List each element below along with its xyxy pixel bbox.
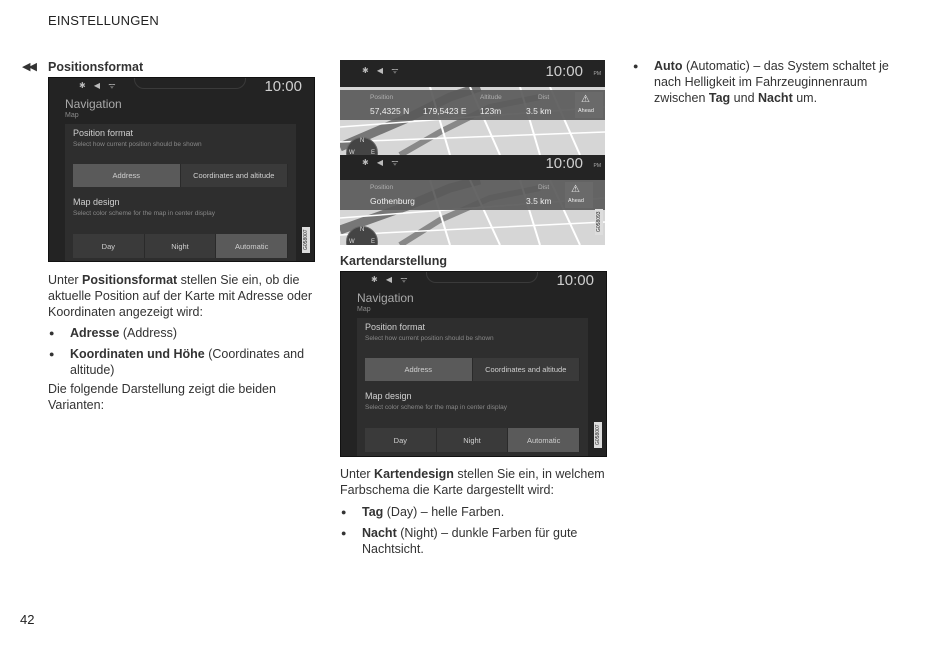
auto-mode-list <box>632 58 890 111</box>
map-design-list <box>340 504 610 562</box>
image-id-stamp: G058007 <box>594 422 602 448</box>
list-item: ● Nacht (Night) – dunkle Farben für gute Nachtsicht. <box>340 525 610 557</box>
clock: 10:00 <box>545 155 583 172</box>
coordinates-option[interactable]: Coordinates and altitude <box>181 164 289 187</box>
hazard-ahead-icon: ⚠ <box>581 94 590 105</box>
map-design-subtitle: Select color scheme for the map in center display <box>73 210 215 217</box>
map-area-bottom <box>340 180 605 245</box>
page-header: EINSTELLUNGEN <box>48 13 159 28</box>
status-icons: ✱ ◀ ᯤ <box>371 275 411 284</box>
section-title-kartendarstellung: Kartendarstellung <box>340 254 447 268</box>
settings-card <box>357 318 588 456</box>
automatic-option[interactable]: Automatic <box>216 234 288 258</box>
map-design-segment <box>365 428 580 452</box>
nav-subtitle: Map <box>357 306 371 313</box>
outro-paragraph: Die folgende Darstellung zeigt die beiden Varianten: <box>48 382 276 412</box>
compass-icon[interactable]: N W E <box>346 137 378 155</box>
list-item: ● Adresse (Address) <box>48 325 314 341</box>
map-design-subtitle: Select color scheme for the map in center display <box>365 404 507 411</box>
page-number: 42 <box>20 612 35 627</box>
settings-card <box>65 124 296 261</box>
coordinates-option[interactable]: Coordinates and altitude <box>473 358 581 381</box>
continued-icon: ◀◀ <box>22 61 35 73</box>
day-option[interactable]: Day <box>73 234 145 258</box>
intro-paragraph-map-design: Unter Kartendesign stellen Sie ein, in welchem Farbschema die Karte dargestellt wird: <box>340 467 605 497</box>
section-title-positionsformat: Positionsformat <box>48 60 144 74</box>
map-design-title: Map design <box>73 197 120 207</box>
night-option[interactable]: Night <box>145 234 217 258</box>
ahead-button[interactable]: ⚠ Ahead <box>565 182 593 208</box>
compass-icon[interactable]: N W E <box>346 226 378 245</box>
list-item: ● Koordinaten und Höhe (Coordinates and altitude) <box>48 346 314 378</box>
list-item: ● Auto (Automatic) – das System schaltet je nach Helligkeit im Fahrzeuginnenraum zwischen Tag und Nacht um. <box>632 58 890 106</box>
status-icons: ✱ ◀ ᯤ <box>79 81 119 90</box>
settings-screenshot-1 <box>48 77 315 262</box>
position-format-segment <box>365 358 580 381</box>
day-option[interactable]: Day <box>365 428 437 452</box>
position-format-title: Position format <box>73 128 134 138</box>
night-option[interactable]: Night <box>437 428 509 452</box>
image-id-stamp: G058007 <box>302 227 310 253</box>
settings-screenshot-2 <box>340 271 607 457</box>
hazard-ahead-icon: ⚠ <box>571 184 580 195</box>
address-option[interactable]: Address <box>73 164 181 187</box>
intro-paragraph-position: Unter Positionsformat stellen Sie ein, ob die aktuelle Position auf der Karte mit Adresse oder Koordinaten angezeigt wird: <box>48 273 313 319</box>
nav-subtitle: Map <box>65 112 79 119</box>
list-item: ● Tag (Day) – helle Farben. <box>340 504 610 520</box>
clock: 10:00 <box>264 78 302 95</box>
address-option[interactable]: Address <box>365 358 473 381</box>
map-variants-screenshot: ✱ ◀ ᯤ 10:00 PM Position 57,4325 N 179,5423 E Altitude 123m Dist 3.5 km ⚠ Ahead N W E ✱ ◀ ᯤ 10:00 PM Position Gothenburg Dist 3.5 km ⚠ Ahead N W E G058093 <box>340 60 605 245</box>
position-format-subtitle: Select how current position should be shown <box>365 335 494 342</box>
map-design-title: Map design <box>365 391 412 401</box>
automatic-option[interactable]: Automatic <box>508 428 580 452</box>
position-format-list <box>48 325 314 383</box>
ahead-button[interactable]: ⚠ Ahead <box>575 92 603 118</box>
info-bar-coordinates: Position 57,4325 N 179,5423 E Altitude 123m Dist 3.5 km ⚠ Ahead <box>340 90 605 120</box>
info-bar-address: Position Gothenburg Dist 3.5 km ⚠ Ahead <box>340 180 605 210</box>
position-format-segment <box>73 164 288 187</box>
nav-title: Navigation <box>357 291 414 305</box>
clock: 10:00 <box>545 63 583 80</box>
map-design-segment <box>73 234 288 258</box>
position-format-subtitle: Select how current position should be shown <box>73 141 202 148</box>
nav-title: Navigation <box>65 97 122 111</box>
clock: 10:00 <box>556 272 594 289</box>
map-area-top <box>340 87 605 155</box>
position-format-title: Position format <box>365 322 426 332</box>
image-id-stamp: G058093 <box>595 209 603 235</box>
